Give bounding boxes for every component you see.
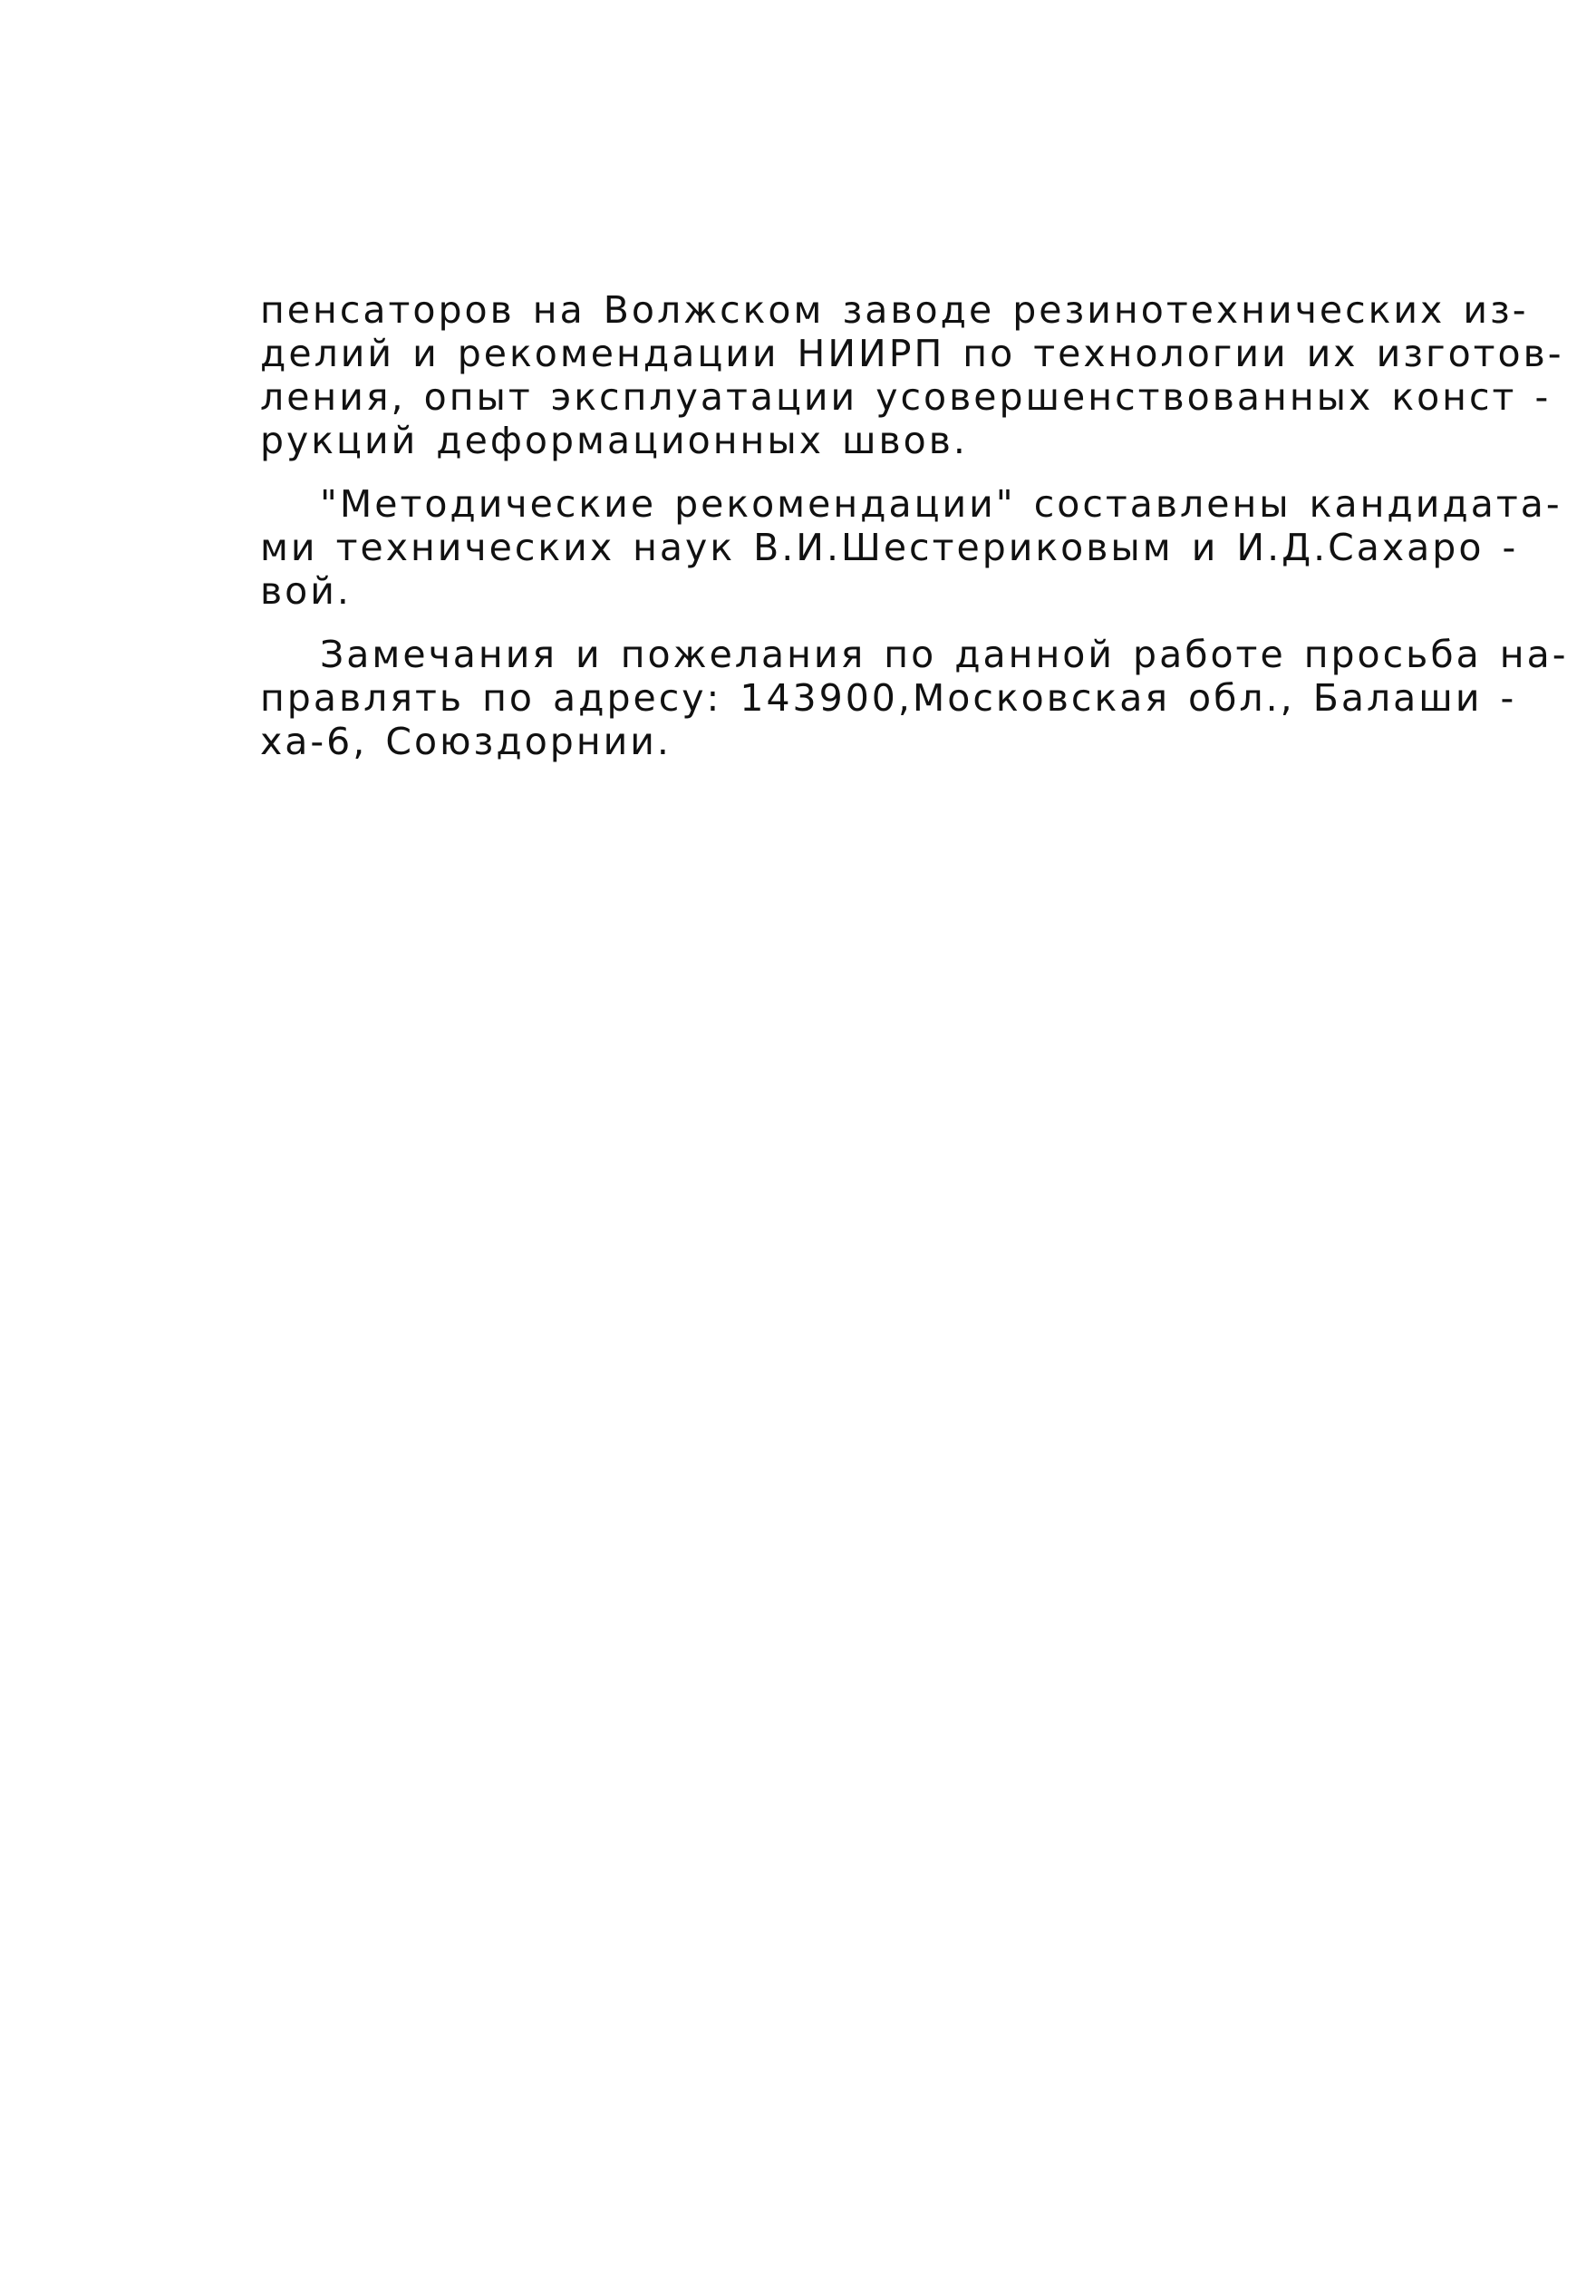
paragraph-1 (260, 288, 1564, 462)
text-line: ления, опыт эксплуатации усовершенствованных конст - (260, 375, 1552, 419)
text-line: рукций деформационных швов. (260, 419, 968, 462)
text-line: вой. (260, 569, 352, 613)
text-line: "Методические рекомендации" составлены кандидата- (320, 482, 1562, 526)
text-line: делий и рекомендации НИИРП по технологии их изготов- (260, 332, 1564, 375)
document-text (260, 288, 1569, 783)
paragraph-3 (260, 633, 1569, 763)
paragraph-2 (260, 482, 1562, 613)
text-line: ха-6, Союздорнии. (260, 720, 672, 763)
text-line: Замечания и пожелания по данной работе просьба на- (320, 633, 1569, 676)
text-line: ми технических наук В.И.Шестериковым и И.Д.Сахаро - (260, 526, 1519, 569)
text-line: правлять по адресу: 143900,Московская обл., Балаши - (260, 676, 1517, 720)
text-line: пенсаторов на Волжском заводе резинотехнических из- (260, 288, 1529, 332)
